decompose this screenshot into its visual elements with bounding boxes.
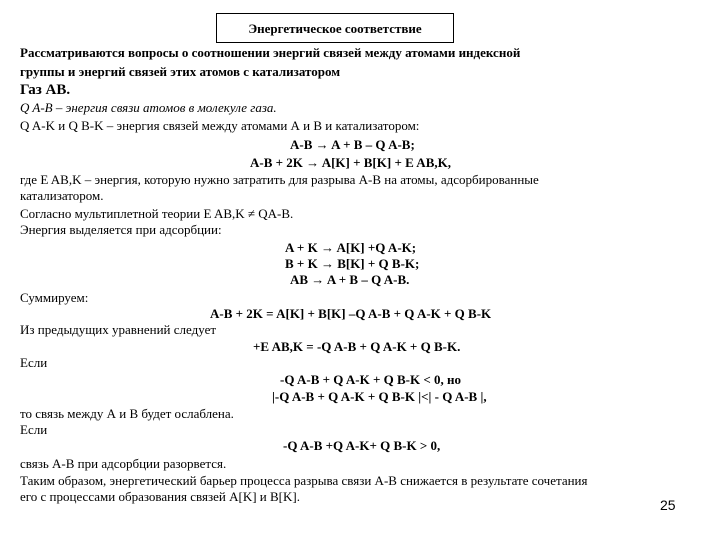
condition-2: |-Q A-B + Q A-K + Q B-K |<| - Q A-B |,	[272, 389, 487, 404]
e-equation: +E AB,K = -Q A-B + Q A-K + Q B-K.	[253, 339, 461, 354]
conclusion-line-1: Таким образом, энергетический барьер процесса разрыва связи А-В снижается в результате сочетания	[20, 473, 588, 488]
sum-equation: A-B + 2K = A[K] + B[K] –Q A-B + Q A-K + Q B-K	[210, 306, 492, 321]
title-box	[216, 13, 454, 43]
gas-heading: Газ АВ.	[20, 82, 71, 98]
equation-2: A-B + 2K → A[K] + B[K] + E AB,K,	[250, 155, 451, 170]
def-q-ak-bk: Q A-K и Q B-K – энергия связей между атомами А и В и катализатором:	[20, 118, 420, 133]
page-number: 25	[660, 497, 676, 513]
adsorption-eq-1: A + K → A[K] +Q A-K;	[285, 240, 417, 255]
equation-1: A-B → A + B – Q A-B;	[290, 137, 415, 152]
where-line-1: где E AB,K – энергия, которую нужно затратить для разрыва A-B на атомы, адсорбированные	[20, 172, 539, 187]
intro-line-1: Рассматриваются вопросы о соотношении энергий связей между атомами индексной	[20, 45, 521, 60]
slide-title: Энергетическое соответствие	[248, 21, 422, 36]
condition-1: -Q A-B + Q A-K + Q B-K < 0, но	[280, 372, 462, 387]
breaks-line: связь А-В при адсорбции разорвется.	[20, 456, 227, 471]
adsorption-line: Энергия выделяется при адсорбции:	[20, 222, 222, 237]
summing-line: Суммируем:	[20, 290, 89, 305]
multiplet-line: Согласно мультиплетной теории E AB,K ≠ QA-B.	[20, 206, 294, 221]
if-line-1: Если	[20, 355, 48, 370]
adsorption-eq-2: B + K → B[K] + Q B-K;	[285, 256, 420, 271]
weakened-line: то связь между А и В будет ослаблена.	[20, 406, 234, 421]
intro-line-2: группы и энергий связей этих атомов с катализатором	[20, 64, 341, 79]
if-line-2: Если	[20, 422, 48, 437]
adsorption-eq-3: AB → A + B – Q A-B.	[290, 272, 410, 287]
previous-eq-line: Из предыдущих уравнений следует	[20, 322, 217, 337]
conclusion-line-2: его с процессами образования связей A[K] и B[K].	[20, 489, 300, 504]
def-q-ab: Q A-B – энергия связи атомов в молекуле газа.	[20, 100, 277, 115]
condition-3: -Q A-B +Q A-K+ Q B-K > 0,	[283, 438, 441, 453]
where-line-2: катализатором.	[20, 188, 104, 203]
